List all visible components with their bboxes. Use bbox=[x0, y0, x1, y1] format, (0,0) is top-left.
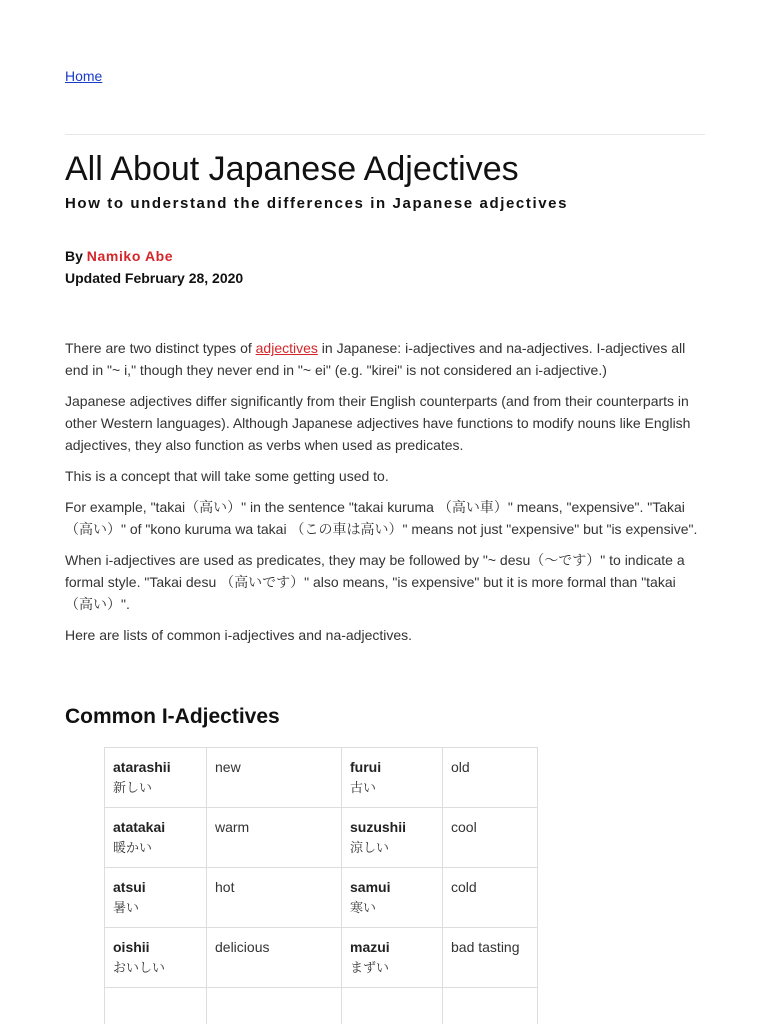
paragraph-5: When i-adjectives are used as predicates, they may be followed by "~ desu（～です）" to indicate a formal style. "Takai desu （高いです）" also means, "is expensive" but it is more formal than "takai （高い）". bbox=[65, 552, 685, 612]
table-cell bbox=[105, 928, 207, 988]
kana-text: 暖かい bbox=[113, 841, 153, 856]
paragraph-3: This is a concept that will take some getting used to. bbox=[65, 468, 389, 484]
updated-date: Updated February 28, 2020 bbox=[65, 270, 244, 286]
table-row bbox=[105, 868, 538, 928]
i-adjectives-table bbox=[104, 747, 538, 1024]
table-cell: cool bbox=[443, 808, 538, 868]
romaji-text: samui bbox=[350, 879, 391, 895]
romaji-text: atsui bbox=[113, 879, 146, 895]
kana-text: まずい bbox=[350, 961, 390, 976]
table-cell: hot bbox=[207, 868, 342, 928]
romaji-text: mazui bbox=[350, 939, 390, 955]
kana-text: おいしい bbox=[113, 961, 166, 976]
paragraph-1 bbox=[65, 337, 705, 381]
breadcrumb-home-link[interactable]: Home bbox=[65, 68, 103, 84]
table-cell bbox=[443, 988, 538, 1024]
romaji-text: suzushii bbox=[350, 819, 407, 835]
table-cell bbox=[105, 748, 207, 808]
table-cell bbox=[342, 928, 443, 988]
romaji-text: atarashii bbox=[113, 759, 171, 775]
table-cell bbox=[342, 988, 443, 1024]
table-row bbox=[105, 988, 538, 1024]
romaji-text: oishii bbox=[113, 939, 150, 955]
article-subtitle: How to understand the differences in Japanese adjectives bbox=[65, 195, 569, 212]
table-row bbox=[105, 748, 538, 808]
kana-text: 涼しい bbox=[350, 841, 390, 856]
table-cell bbox=[342, 748, 443, 808]
section-heading: Common I-Adjectives bbox=[65, 705, 280, 728]
romaji-text: atatakai bbox=[113, 819, 166, 835]
table-cell: warm bbox=[207, 808, 342, 868]
byline-label: By bbox=[65, 248, 87, 264]
paragraph-2: Japanese adjectives differ significantly from their English counterparts (and from their counterparts in other Western languages). Although Japanese adjectives have functions to modify nouns like English adjectives, they also function as verbs when used as predicates. bbox=[65, 393, 691, 453]
kana-text: 新しい bbox=[113, 781, 153, 796]
table-cell bbox=[105, 988, 207, 1024]
kana-text: 暑い bbox=[113, 901, 140, 916]
table-cell bbox=[342, 868, 443, 928]
table-cell: new bbox=[207, 748, 342, 808]
breadcrumb bbox=[65, 68, 102, 84]
table-row bbox=[105, 928, 538, 988]
kana-text: 寒い bbox=[350, 901, 377, 916]
paragraph-1-text-start: There are two distinct types of bbox=[65, 340, 256, 356]
byline bbox=[65, 248, 173, 264]
table-cell: delicious bbox=[207, 928, 342, 988]
table-cell: cold bbox=[443, 868, 538, 928]
table-cell bbox=[105, 808, 207, 868]
table-cell bbox=[342, 808, 443, 868]
paragraph-1-text-end: in Japanese: i-adjectives and na-adjectives. I-adjectives all end in "~ i," though they never end in "~ ei" (e.g. "kirei" is not considered an i-adjective.) bbox=[65, 340, 686, 378]
romaji-text: furui bbox=[350, 759, 382, 775]
header-divider bbox=[65, 134, 705, 135]
kana-text: 古い bbox=[350, 781, 377, 796]
table-cell bbox=[105, 868, 207, 928]
table-cell: old bbox=[443, 748, 538, 808]
paragraph-6: Here are lists of common i-adjectives and na-adjectives. bbox=[65, 627, 413, 643]
adjectives-link[interactable]: adjectives bbox=[255, 340, 318, 356]
table-cell: bad tasting bbox=[443, 928, 538, 988]
table-cell bbox=[207, 988, 342, 1024]
author-link[interactable]: Namiko Abe bbox=[86, 248, 174, 264]
paragraph-4: For example, "takai（高い）" in the sentence "takai kuruma （高い車）" means, "expensive". "Takai（高い）" of "kono kuruma wa takai （この車は高い）" means not just "expensive" but "is expensive". bbox=[65, 499, 698, 537]
article-body bbox=[65, 337, 705, 655]
article-title: All About Japanese Adjectives bbox=[65, 150, 519, 188]
table-row bbox=[105, 808, 538, 868]
